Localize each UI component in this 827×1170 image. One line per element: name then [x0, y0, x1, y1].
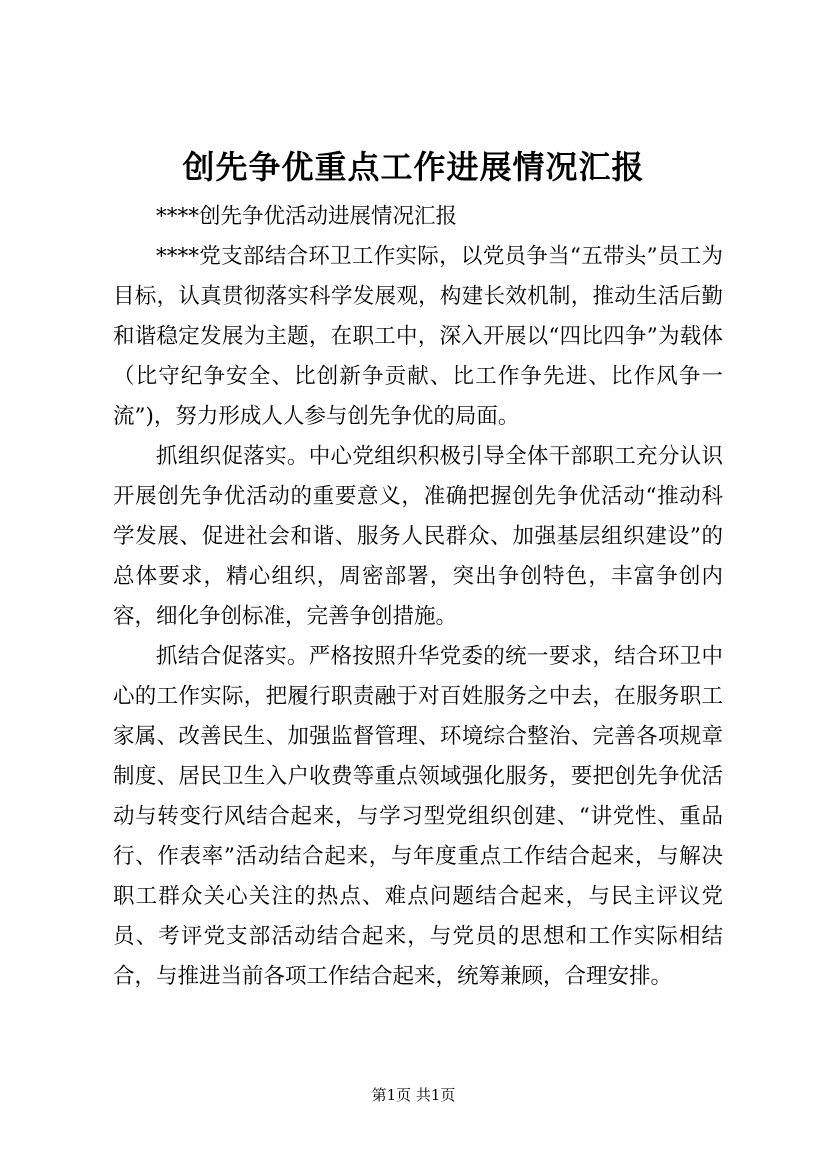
paragraph-intro: ****党支部结合环卫工作实际，以党员争当“五带头”员工为目标，认真贯彻落实科学发展观，构建长效机制，推动生活后勤和谐稳定发展为主题，在职工中，深入开展以“四比四争”为载体（比守纪争安全、比创新争贡献、比工作争先进、比作风争一流”)，努力形成人人参与创先争优的局面。 — [113, 244, 723, 429]
page-footer: 第1页 共1页 — [371, 1086, 456, 1104]
paragraph-subtitle: ****创先争优活动进展情况汇报 — [156, 204, 458, 229]
document-body — [113, 197, 723, 997]
paragraph-organization: 抓组织促落实。中心党组织积极引导全体干部职工充分认识开展创先争优活动的重要意义，准确把握创先争优活动“推动科学发展、促进社会和谐、服务人民群众、加强基层组织建设”的总体要求，精心组织，周密部署，突出争创特色，丰富争创内容，细化争创标准，完善争创措施。 — [113, 444, 723, 629]
document-title: 创先争优重点工作进展情况汇报 — [182, 148, 645, 186]
paragraph-integration: 抓结合促落实。严格按照升华党委的统一要求，结合环卫中心的工作实际，把履行职责融于对百姓服务之中去，在服务职工家属、改善民生、加强监督管理、环境综合整治、完善各项规章制度、居民卫生入户收费等重点领域强化服务，要把创先争优活动与转变行风结合起来，与学习型党组织创建、“讲党性、重品行、作表率”活动结合起来，与年度重点工作结合起来，与解决职工群众关心关注的热点、难点问题结合起来，与民主评议党员、考评党支部活动结合起来，与党员的思想和工作实际相结合，与推进当前各项工作结合起来，统筹兼顾，合理安排。 — [113, 644, 723, 989]
